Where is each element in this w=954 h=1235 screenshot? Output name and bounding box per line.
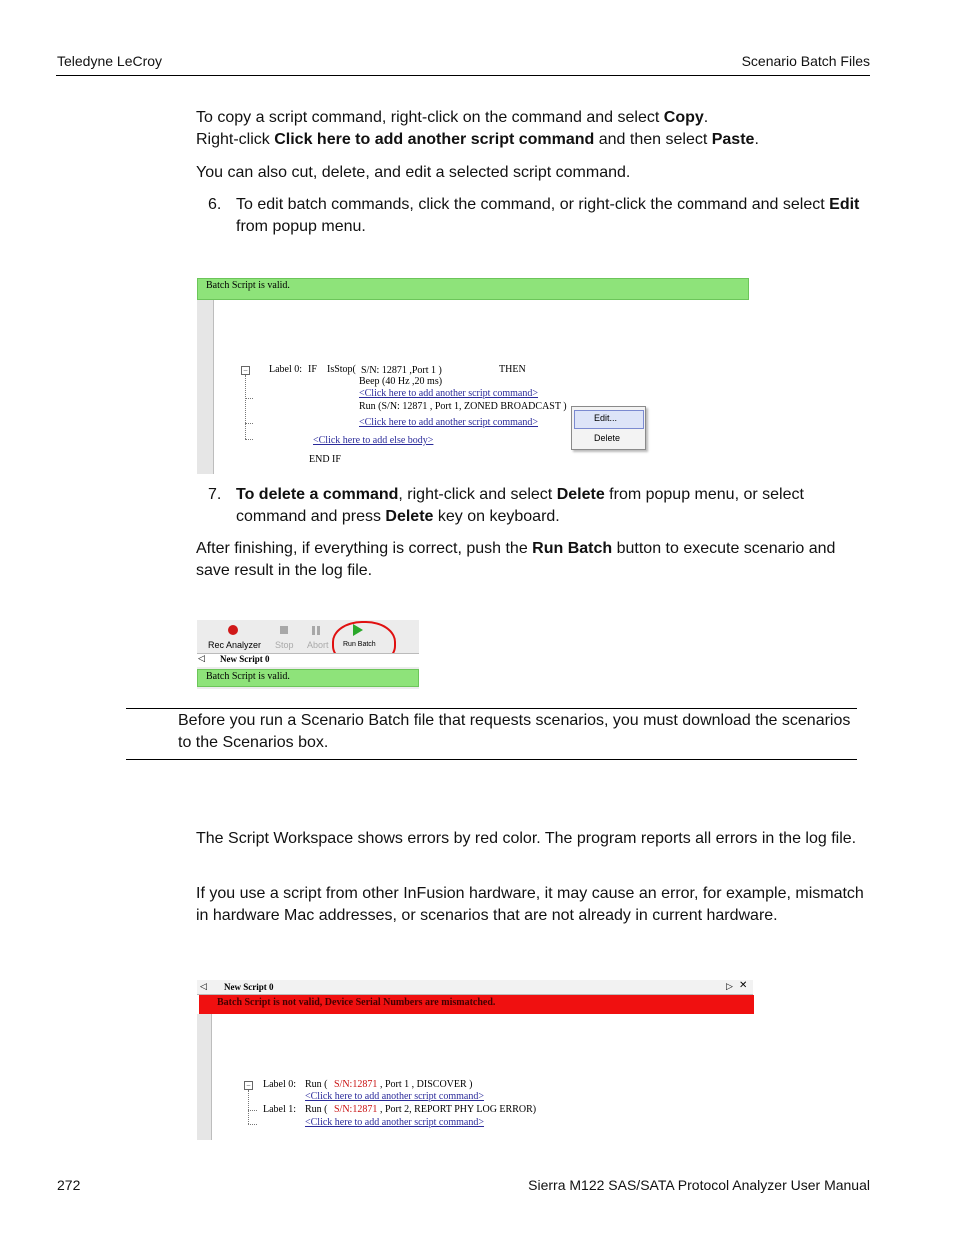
serial-number-error[interactable]: S/N:12871 <box>334 1079 378 1090</box>
tab-scroll-right-icon[interactable]: ▷ <box>726 981 733 991</box>
tab-scroll-left-icon[interactable]: ◁ <box>200 981 207 991</box>
tab-new-script[interactable]: New Script 0 <box>224 982 274 992</box>
tab-scroll-left-icon[interactable]: ◁ <box>198 653 205 663</box>
bold-delete-key: Delete <box>385 508 434 525</box>
endif-keyword: END IF <box>309 454 341 465</box>
text: from popup menu, or select command and press <box>236 486 804 525</box>
text: To copy a script command, right-click on the command and select <box>196 109 664 126</box>
abort-button[interactable]: Abort <box>307 640 329 650</box>
step-6 <box>196 194 870 238</box>
run-args[interactable]: , Port 2, REPORT PHY LOG ERROR) <box>380 1104 537 1115</box>
run-args[interactable]: , Port 1 , DISCOVER ) <box>380 1079 473 1090</box>
add-command-link[interactable]: <Click here to add another script command> <box>305 1117 485 1128</box>
pause-icon <box>312 626 315 635</box>
run-command[interactable]: Run ( <box>305 1079 328 1090</box>
text: To edit batch commands, click the command, or right-click the command and select <box>236 196 830 213</box>
label-0: Label 0: <box>263 1079 297 1090</box>
bold-copy: Copy <box>663 109 704 126</box>
text: After finishing, if everything is correct, push the <box>196 540 533 557</box>
isstop-function[interactable]: IsStop( <box>327 364 356 375</box>
editor-gutter <box>197 1014 212 1140</box>
hardware-paragraph: If you use a script from other InFusion hardware, it may cause an error, for example, mismatch in hardware Mac addresses, or scenarios that are not already in current hardware. <box>196 885 864 924</box>
stop-button[interactable]: Stop <box>275 640 294 650</box>
then-keyword: THEN <box>499 364 526 375</box>
figure-script-edit <box>197 278 749 474</box>
bold-paste: Paste <box>711 131 755 148</box>
collapse-icon[interactable]: − <box>241 366 250 375</box>
text: , right-click and select <box>398 486 557 503</box>
add-command-link[interactable]: <Click here to add another script command> <box>359 388 539 399</box>
run-batch-button[interactable]: Run Batch <box>343 641 376 648</box>
figure-script-error <box>197 980 753 1140</box>
text: button to execute scenario and save result in the log file. <box>196 540 836 579</box>
add-else-link[interactable]: <Click here to add else body> <box>313 435 434 446</box>
run-command[interactable]: Run ( <box>305 1104 328 1115</box>
note-text: Before you run a Scenario Batch file that requests scenarios, you must download the scenarios to the Scenarios box. <box>178 712 851 751</box>
run-command[interactable]: Run (S/N: 12871 , Port 1, ZONED BROADCAST ) <box>359 401 567 412</box>
text: key on keyboard. <box>433 508 560 525</box>
step-number: 7. <box>208 486 222 503</box>
beep-command[interactable]: Beep (40 Hz ,20 ms) <box>359 376 443 387</box>
pause-icon <box>317 626 320 635</box>
record-icon <box>228 625 238 635</box>
menu-item-edit[interactable]: Edit... <box>594 413 618 423</box>
tree-branch <box>248 1124 257 1125</box>
errors-paragraph: The Script Workspace shows errors by red color. The program reports all errors in the log file. <box>196 830 857 847</box>
close-icon[interactable]: ✕ <box>739 980 748 991</box>
bold-add-command: Click here to add another script command <box>274 131 595 148</box>
tab-strip <box>197 980 753 995</box>
serial-number-error[interactable]: S/N:12871 <box>334 1104 378 1115</box>
tree-branch <box>245 439 253 440</box>
status-bar-valid: Batch Script is valid. <box>197 669 419 687</box>
bold-delete-heading: To delete a command <box>236 486 399 503</box>
tree-branch <box>248 1110 257 1111</box>
step-number: 6. <box>208 196 222 213</box>
tree-line <box>248 1090 249 1124</box>
bold-run-batch: Run Batch <box>532 540 613 557</box>
figure-run-batch-toolbar <box>197 620 419 689</box>
copy-paragraph <box>196 107 870 151</box>
text: . <box>754 131 759 148</box>
label-0: Label 0: <box>269 364 303 375</box>
tree-branch <box>245 398 253 399</box>
tab-new-script[interactable]: New Script 0 <box>220 654 270 664</box>
text: Right-click <box>196 131 275 148</box>
isstop-args[interactable]: S/N: 12871 ,Port 1 ) <box>361 365 442 376</box>
header-left: Teledyne LeCroy <box>57 53 163 69</box>
status-bar-error: Batch Script is not valid, Device Serial Numbers are mismatched. <box>199 995 754 1014</box>
collapse-icon[interactable]: − <box>244 1081 253 1090</box>
text: from popup menu. <box>236 218 366 235</box>
text: . <box>703 109 709 126</box>
header-rule <box>56 75 870 76</box>
page-number: 272 <box>57 1177 81 1193</box>
add-command-link[interactable]: <Click here to add another script command> <box>359 417 539 428</box>
context-menu <box>571 406 646 450</box>
rec-analyzer-button[interactable]: Rec Analyzer <box>208 640 262 650</box>
add-command-link[interactable]: <Click here to add another script command> <box>305 1091 485 1102</box>
tree-line <box>245 375 246 439</box>
manual-title: Sierra M122 SAS/SATA Protocol Analyzer User Manual <box>528 1177 870 1193</box>
cut-delete-paragraph: You can also cut, delete, and edit a selected script command. <box>196 164 631 181</box>
text: and then select <box>594 131 712 148</box>
note-rule-bottom <box>126 759 857 760</box>
stop-icon <box>280 626 288 634</box>
bold-delete: Delete <box>556 486 605 503</box>
step-7 <box>196 484 870 528</box>
menu-item-delete[interactable]: Delete <box>594 433 621 443</box>
note-rule-top <box>126 708 857 709</box>
run-batch-paragraph <box>196 538 870 582</box>
header-right: Scenario Batch Files <box>741 53 870 69</box>
label-1: Label 1: <box>263 1104 297 1115</box>
editor-gutter <box>197 278 214 474</box>
if-keyword: IF <box>308 364 317 375</box>
tree-branch <box>245 423 253 424</box>
status-bar-valid: Batch Script is valid. <box>197 278 749 300</box>
bold-edit: Edit <box>829 196 860 213</box>
